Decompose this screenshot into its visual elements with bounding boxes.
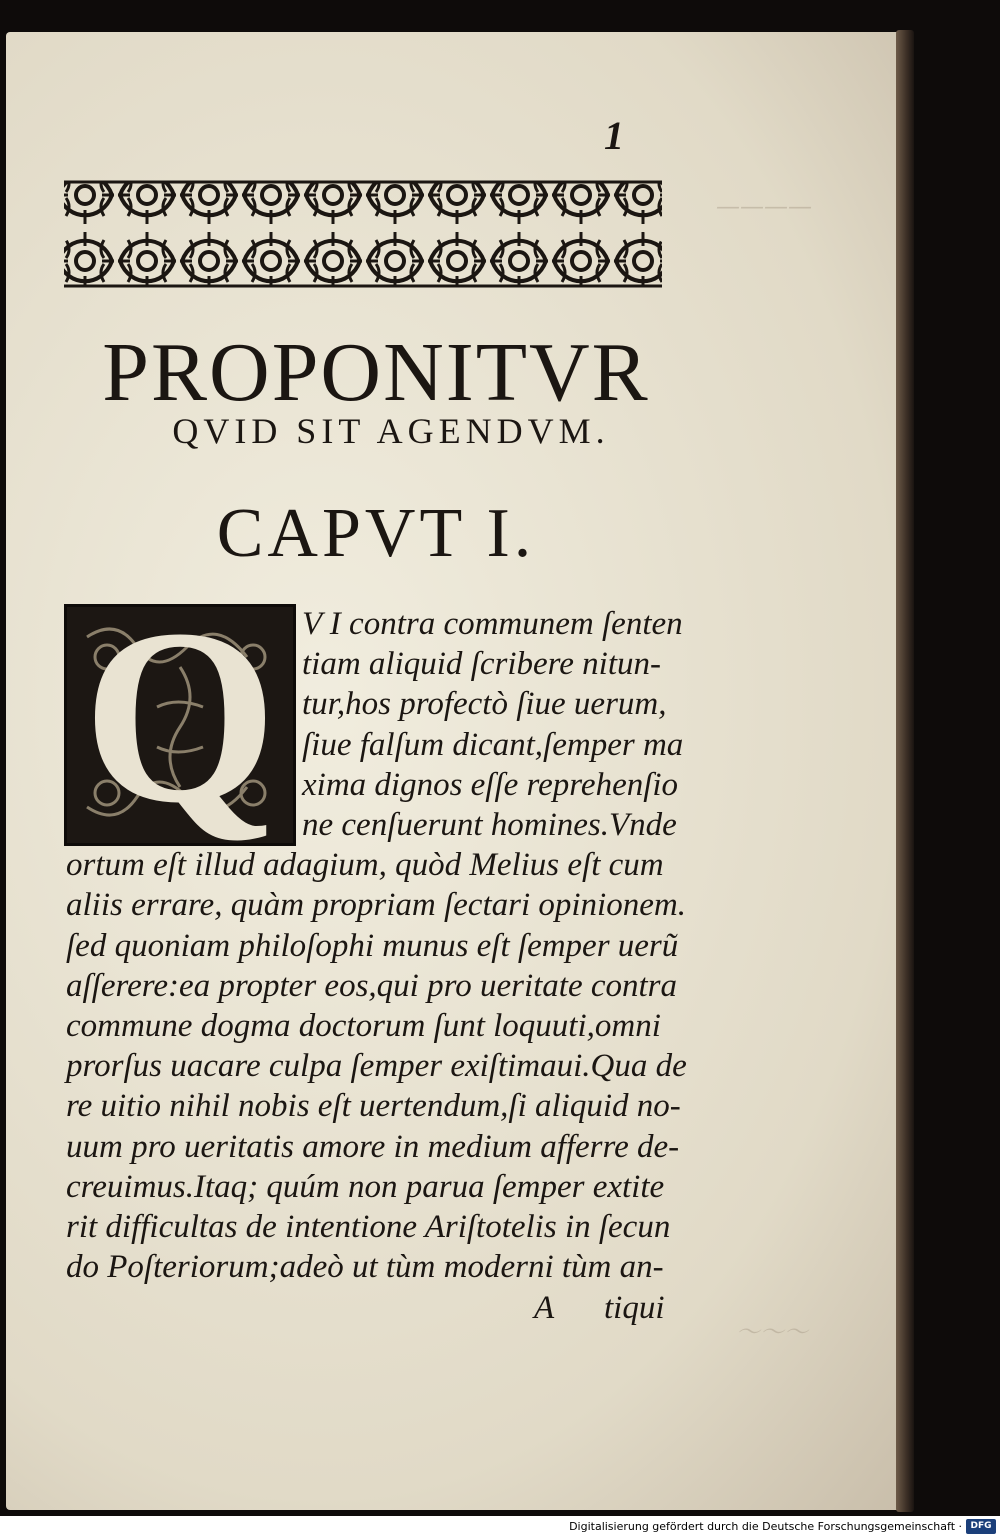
show-through-text: ～～～ <box>736 1318 808 1346</box>
ornamental-headpiece <box>54 162 672 302</box>
text-line: ortum eſt illud adagium, quòd Melius eſt cum <box>66 847 664 884</box>
title-subtitle: QVID SIT AGENDVM. <box>172 411 610 451</box>
text-line: creuimus.Itaq; quúm non parua ſemper extite <box>66 1168 665 1205</box>
book-page <box>6 32 906 1510</box>
page-edge <box>896 30 914 1512</box>
text-line: ne cenſuerunt homines.Vnde <box>302 807 677 843</box>
text-line: tur,hos profectò ſiue uerum, <box>302 686 667 723</box>
decorated-initial <box>64 578 296 855</box>
catchword: tiqui <box>604 1290 665 1326</box>
text-line: V I contra communem ſenten <box>302 606 683 642</box>
text-line: commune dogma doctorum ſunt loquuti,omni <box>66 1008 661 1044</box>
text-line: do Poſteriorum;adeò ut tùm moderni tùm an- <box>66 1249 664 1286</box>
text-line: prorſus uacare culpa ſemper exiſtimaui.Qua de <box>66 1048 687 1085</box>
text-line: re uitio nihil nobis eſt uertendum,ſi aliquid no- <box>66 1088 681 1125</box>
text-line: rit difficultas de intentione Ariſtotelis in ſecun <box>66 1209 671 1245</box>
title-main: PROPONITVR <box>102 326 650 419</box>
initial-letter: Q <box>82 578 278 855</box>
text-line: aliis errare, quàm propriam ſectari opinionem. <box>66 887 686 924</box>
page-number: 1 <box>604 113 624 158</box>
dfg-logo: DFG <box>966 1519 996 1534</box>
text-line: xima dignos eſſe reprehenſio <box>302 766 679 803</box>
footer-credit: Digitalisierung gefördert durch die Deutsche Forschungsgemeinschaft · <box>569 1520 962 1533</box>
text-line: ſiue falſum dicant,ſemper ma <box>302 726 684 763</box>
text-line: uum pro ueritatis amore in medium afferre de- <box>66 1128 680 1165</box>
footer-bar <box>0 1516 1000 1539</box>
text-line: aſſerere:ea propter eos,qui pro ueritate contra <box>66 967 677 1004</box>
chapter-heading: CAPVT I. <box>216 495 536 572</box>
text-line: tiam aliquid ſcribere nitun- <box>302 646 661 683</box>
signature-mark: A <box>534 1290 555 1326</box>
show-through-text: ———— <box>716 192 812 220</box>
text-line: ſed quoniam philoſophi munus eſt ſemper uerũ <box>66 927 679 964</box>
